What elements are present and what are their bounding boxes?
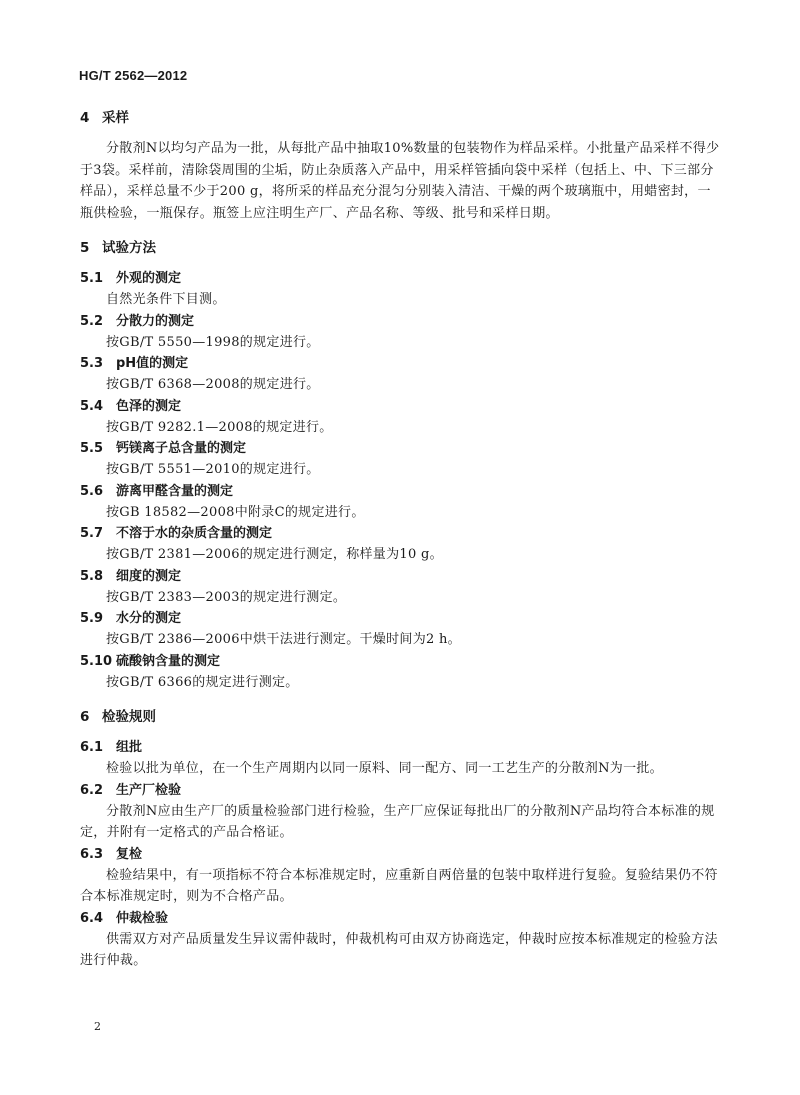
subsection-heading: [80, 311, 722, 332]
subsection-number: 6.2: [80, 782, 104, 798]
paragraph: 按GB 18582—2008中附录C的规定进行。: [106, 504, 365, 520]
subsection-number: 5.6: [80, 483, 104, 499]
subsection-number: 5.5: [80, 441, 104, 456]
paragraph: 按GB/T 6368—2008的规定进行。: [106, 377, 320, 392]
subsection-heading: [80, 438, 722, 459]
subsection-number: 5.1: [80, 271, 104, 286]
paragraph: 供需双方对产品质量发生异议需仲裁时，仲裁机构可由双方协商选定，仲裁时应按本标准规定的检验方法进行仲裁。: [80, 931, 718, 968]
subsection-title: 不溶于水的杂质含量的测定: [116, 526, 273, 541]
paragraph: 按GB/T 2381—2006的规定进行测定，称样量为10 g。: [106, 547, 443, 562]
paragraph: 检验以批为单位，在一个生产周期内以同一原料、同一配方、同一工艺生产的分散剂N为一批。: [106, 761, 663, 776]
section-title: 检验规则: [102, 709, 156, 725]
paragraph: 自然光条件下目测。: [106, 292, 226, 307]
subsection-heading: [80, 651, 722, 672]
subsection-title: 复检: [116, 846, 143, 862]
subsection-title: 细度的测定: [116, 568, 182, 584]
subsection-title: 色泽的测定: [116, 398, 182, 414]
subsection-heading: [80, 844, 722, 865]
section-number: 6: [80, 709, 90, 725]
subsection-title: pH值的测定: [116, 356, 189, 371]
subsection-heading: [80, 737, 722, 758]
subsection-title: 分散力的测定: [116, 313, 195, 329]
standard-code: HG/T 2562—2012: [79, 68, 188, 83]
subsection-heading: [80, 780, 722, 801]
subsection-heading: [80, 523, 722, 544]
subsection-number: 5.7: [80, 526, 104, 541]
page-number: 2: [94, 1020, 101, 1033]
subsection-heading: [80, 566, 722, 587]
section-title: 试验方法: [102, 240, 156, 256]
paragraph: 按GB/T 9282.1—2008的规定进行。: [106, 419, 333, 435]
subsection-number: 5.4: [80, 398, 104, 414]
section-heading: [80, 707, 722, 727]
paragraph: 分散剂N应由生产厂的质量检验部门进行检验，生产厂应保证每批出厂的分散剂N产品均符合本标准的规定，并附有一定格式的产品合格证。: [80, 803, 715, 840]
paragraph: 检验结果中，有一项指标不符合本标准规定时，应重新自两倍量的包装中取样进行复验。复验结果仍不符合本标准规定时，则为不合格产品。: [80, 867, 718, 904]
section-number: 5: [80, 240, 90, 256]
subsection-title: 水分的测定: [116, 611, 182, 626]
subsection-number: 5.2: [80, 313, 104, 329]
subsection-title: 仲裁检验: [116, 910, 169, 926]
subsection-title: 组批: [116, 740, 143, 755]
subsection-number: 6.4: [80, 910, 104, 926]
subsection-number: 6.1: [80, 740, 104, 755]
subsection-number: 5.9: [80, 611, 104, 626]
section-title: 采样: [102, 110, 129, 126]
paragraph: 按GB/T 6366的规定进行测定。: [106, 674, 299, 690]
subsection-heading: [80, 481, 722, 502]
section-heading: [80, 108, 722, 128]
subsection-heading: [80, 353, 722, 374]
subsection-title: 游离甲醛含量的测定: [116, 483, 234, 499]
paragraph: 按GB/T 5551—2010的规定进行。: [106, 462, 320, 477]
subsection-title: 硫酸钠含量的测定: [116, 653, 221, 669]
subsection-number: 5.8: [80, 568, 104, 584]
subsection-number: 5.10: [80, 653, 113, 669]
subsection-title: 外观的测定: [116, 271, 182, 286]
paragraph: 按GB/T 5550—1998的规定进行。: [106, 334, 320, 350]
subsection-heading: [80, 908, 722, 929]
subsection-number: 5.3: [80, 356, 104, 371]
paragraph: 按GB/T 2383—2003的规定进行测定。: [106, 589, 347, 605]
subsection-title: 生产厂检验: [116, 782, 182, 798]
section-number: 4: [80, 110, 90, 126]
subsection-heading: [80, 268, 722, 289]
subsection-title: 钙镁离子总含量的测定: [116, 441, 247, 456]
paragraph: 分散剂N以均匀产品为一批，从每批产品中抽取10%数量的包装物作为样品采样。小批量产品采样不得少于3袋。采样前，清除袋周围的尘垢，防止杂质落入产品中，用采样管插向袋中采样（包括上、中、下三部分样品），采样总量不少于200 g，将所采的样品充分混匀分别装入清洁、干燥的两个玻璃瓶中，用蜡密封，一瓶供检验，一瓶保存。瓶签上应注明生产厂、产品名称、等级、批号和采样日期。: [80, 141, 720, 221]
section-heading: [80, 238, 722, 258]
paragraph: 按GB/T 2386—2006中烘干法进行测定。干燥时间为2 h。: [106, 632, 461, 647]
subsection-number: 6.3: [80, 846, 104, 862]
document-body: [80, 108, 722, 972]
subsection-heading: [80, 608, 722, 629]
subsection-heading: [80, 396, 722, 417]
